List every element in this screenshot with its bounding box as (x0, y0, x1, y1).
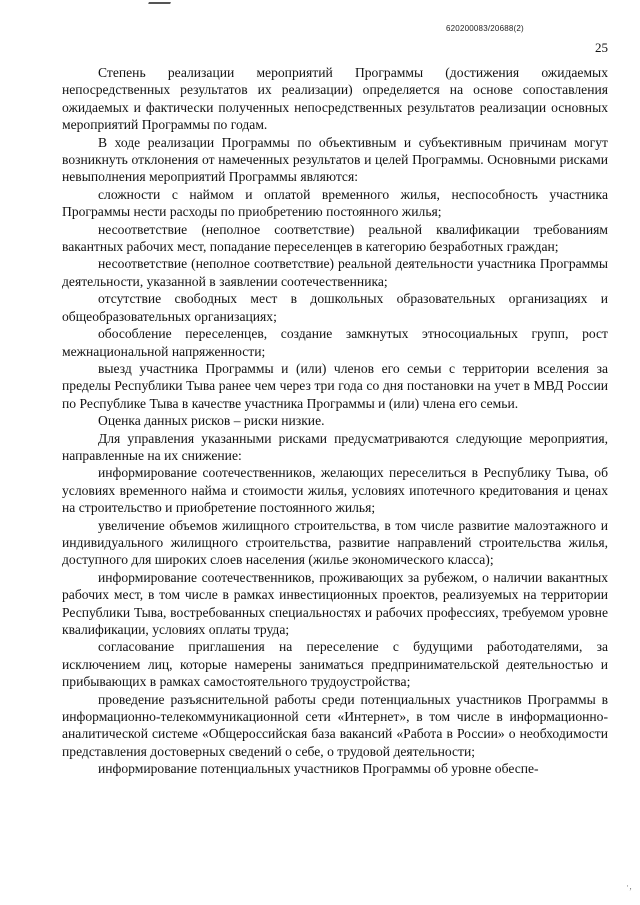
paragraph: информирование соотечественников, проживающих за рубежом, о наличии вакантных рабочих мест, в том числе в рамках инвестиционных проектов, реализуемых на территории Республики Тыва, востребованных специальностях и рабочих профессиях, требуемом уровне квалификации, условиях оплаты труда; (62, 569, 608, 637)
paragraph: информирование соотечественников, желающих переселиться в Республику Тыва, об условиях временного найма и стоимости жилья, условиях ипотечного кредитования и ценах на строительство и приобретение постоянного жилья; (62, 465, 608, 516)
paragraph: В ходе реализации Программы по объективным и субъективным причинам могут возникнуть отклонения от намеченных результатов и целей Программы. Основными рисками невыполнения мероприятий Программы являются: (62, 134, 608, 185)
paragraph: обособление переселенцев, создание замкнутых этносоциальных групп, рост межнациональной напряженности; (62, 326, 608, 359)
scan-mark (147, 2, 171, 7)
paragraph: Для управления указанными рисками предусматриваются следующие мероприятия, направленные на их снижение: (62, 430, 608, 463)
paragraph: несоответствие (неполное соответствие) реальной квалификации требованиям вакантных рабочих мест, попадание переселенцев в категорию безработных граждан; (62, 221, 608, 255)
page-number: 25 (595, 40, 608, 55)
paragraph: информирование потенциальных участников Программы об уровне обеспе- (98, 761, 539, 777)
paragraph: увеличение объемов жилищного строительства, в том числе развитие малоэтажного и индивидуального жилищного строительства, развитие направлений строительства жилья, доступного для широких слоев населения (жилье экономического класса); (62, 517, 608, 568)
paragraph: сложности с наймом и оплатой временного жилья, неспособность участника Программы нести расходы по приобретению постоянного жилья; (62, 186, 608, 220)
paragraph: проведение разъяснительной работы среди потенциальных участников Программы в информационно-телекоммуникационной сети «Интернет», в том числе в информационно-аналитической системе «Общероссийская база вакансий «Работа в России» о необходимости представления достоверных сведений о себе, о трудовой деятельности; (62, 691, 608, 759)
paragraph: Степень реализации мероприятий Программы (достижения ожидаемых непосредственных результатов их реализации) определяется на основе сопоставления ожидаемых и фактически полученных непосредственных результатов реализации основных мероприятий Программы по годам. (62, 65, 608, 133)
paragraph: несоответствие (неполное соответствие) реальной деятельности участника Программы деятельности, указанной в заявлении соотечественника; (62, 256, 608, 289)
paragraph: согласование приглашения на переселение с будущими работодателями, за исключением лиц, которые намерены заниматься предпринимательской деятельностью и прибывающих в рамках самостоятельного трудоустройства; (62, 639, 608, 690)
scan-corner-mark: ·‚ (626, 881, 632, 891)
paragraph: выезд участника Программы и (или) членов его семьи с территории вселения за пределы Республики Тыва ранее чем через три года со дня постановки на учет в МВД России по Республике Тыва в качестве участника Программы и (или) члена его семьи. (62, 360, 608, 411)
document-id: 620200083/20688(2) (446, 24, 524, 33)
paragraph: отсутствие свободных мест в дошкольных образовательных организациях и общеобразовательных организациях; (62, 291, 608, 324)
document-body (62, 64, 608, 778)
paragraph: Оценка данных рисков – риски низкие. (98, 413, 325, 429)
